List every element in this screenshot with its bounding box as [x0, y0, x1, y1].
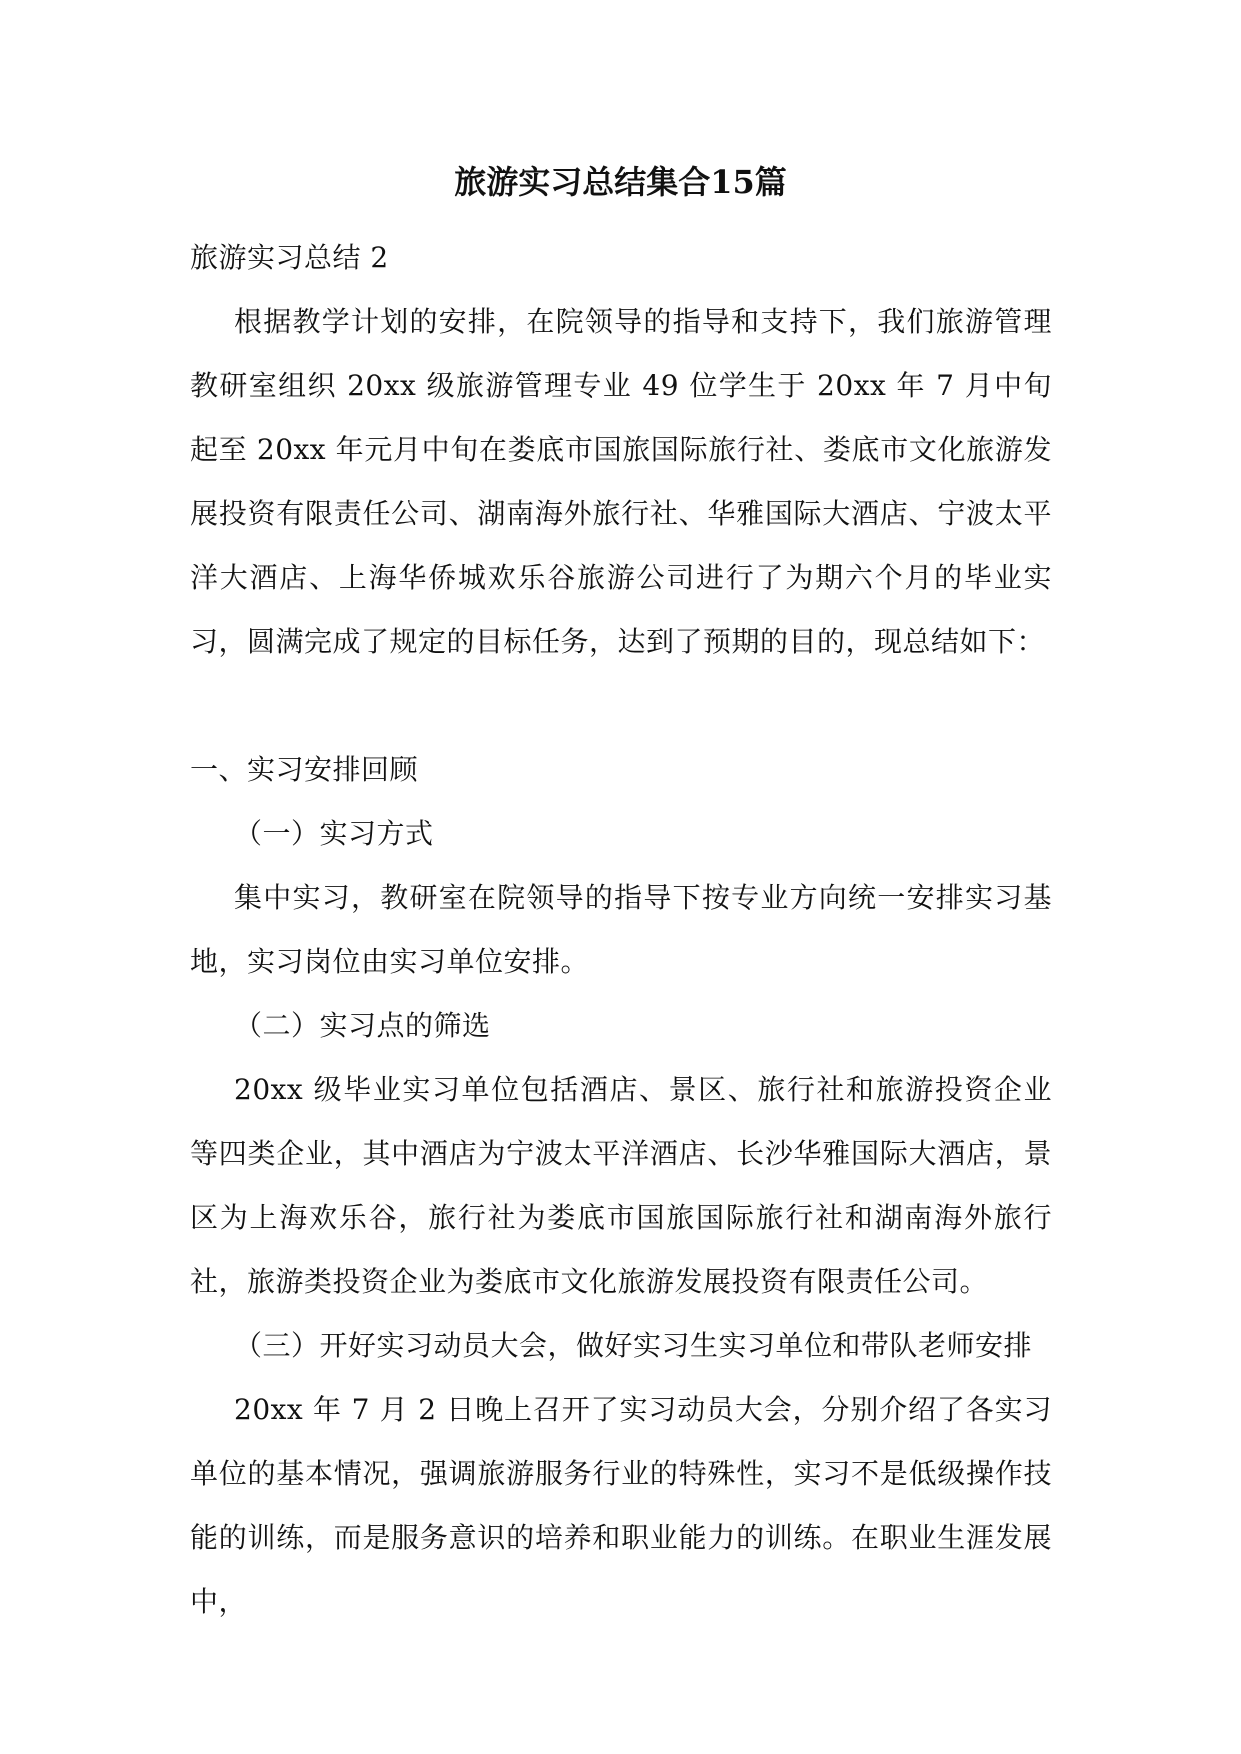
- paragraph-spacer: [190, 674, 1052, 738]
- subsection-3-body: 20xx 年 7 月 2 日晚上召开了实习动员大会，分别介绍了各实习单位的基本情况，强调旅游服务行业的特殊性，实习不是低级操作技能的训练，而是服务意识的培养和职业能力的训练。在职业生涯发展中，: [190, 1393, 1052, 1618]
- subsection-2-heading: （二）实习点的筛选: [234, 1009, 491, 1042]
- subsection-1-heading: （一）实习方式: [234, 817, 434, 850]
- subsection-2-body: 20xx 级毕业实习单位包括酒店、景区、旅行社和旅游投资企业等四类企业，其中酒店为宁波太平洋酒店、长沙华雅国际大酒店，景区为上海欢乐谷，旅行社为娄底市国旅国际旅行社和湖南海外旅行社，旅游类投资企业为娄底市文化旅游发展投资有限责任公司。: [190, 1073, 1052, 1298]
- section-1-heading: 一、实习安排回顾: [190, 753, 419, 786]
- subsection-1-body: 集中实习，教研室在院领导的指导下按专业方向统一安排实习基地，实习岗位由实习单位安排。: [190, 881, 1052, 978]
- document-subtitle: 旅游实习总结 2: [190, 241, 389, 274]
- intro-paragraph: 根据教学计划的安排，在院领导的指导和支持下，我们旅游管理教研室组织 20xx 级旅游管理专业 49 位学生于 20xx 年 7 月中旬起至 20xx 年元月中旬在娄底市国旅国际旅行社、娄底市文化旅游发展投资有限责任公司、湖南海外旅行社、华雅国际大酒店、宁波太平洋大酒店、上海华侨城欢乐谷旅游公司进行了为期六个月的毕业实习，圆满完成了规定的目标任务，达到了预期的目的，现总结如下：: [190, 305, 1052, 658]
- subsection-3-heading: （三）开好实习动员大会，做好实习生实习单位和带队老师安排: [234, 1329, 1033, 1362]
- document-title: 旅游实习总结集合15篇: [454, 163, 787, 201]
- document-body: [190, 226, 1052, 1634]
